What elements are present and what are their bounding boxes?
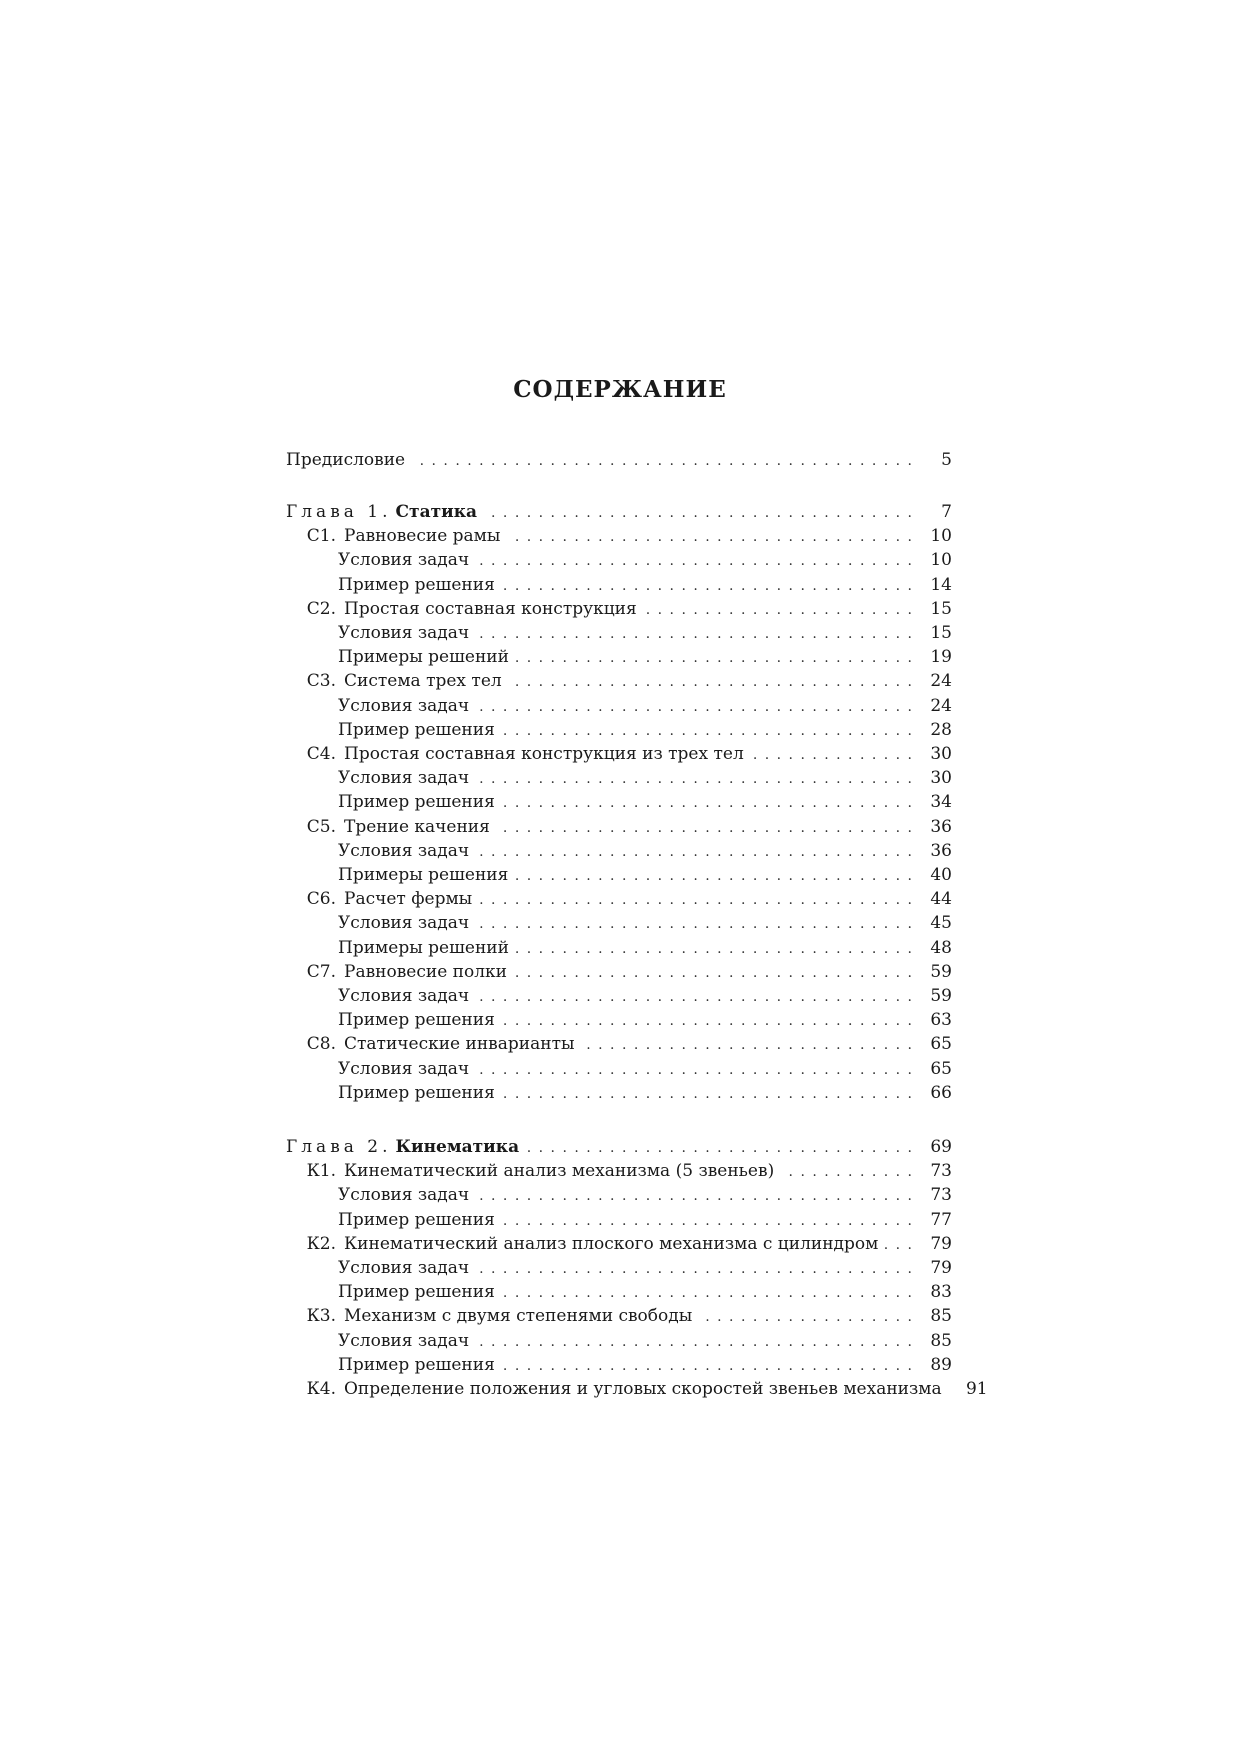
toc-entry — [286, 621, 952, 645]
toc-entry — [286, 839, 952, 863]
dot-leader — [515, 937, 912, 961]
toc-entry-label: Условия задач — [338, 1258, 470, 1278]
page-number: 30 — [930, 744, 952, 764]
page-number: 69 — [930, 1137, 952, 1157]
section-title: Кинематический анализ механизма (5 звеньев) — [344, 1161, 775, 1181]
toc-entry — [286, 1353, 952, 1377]
dot-leader — [643, 598, 912, 622]
toc-entry — [286, 1329, 952, 1353]
toc-entry — [286, 1183, 952, 1207]
toc-entry — [286, 669, 952, 693]
section-title: Расчет фермы — [344, 889, 473, 909]
toc-entry — [286, 1232, 952, 1256]
toc-entry — [286, 936, 952, 960]
toc-entry-label: Пример решения — [338, 1282, 495, 1302]
toc-entry-label: Примеры решений — [338, 647, 509, 667]
toc-entry-label: Условия задач — [338, 550, 470, 570]
toc-entry-label — [286, 597, 643, 621]
dot-leader — [411, 449, 912, 473]
page-number: 40 — [930, 865, 952, 885]
section-code: С1. — [306, 526, 336, 546]
dot-leader — [508, 670, 912, 694]
toc-entry — [286, 742, 952, 766]
page-number: 89 — [930, 1355, 952, 1375]
page-number: 45 — [930, 913, 952, 933]
dot-leader — [501, 1281, 912, 1305]
toc-entry-label: Условия задач — [338, 1185, 470, 1205]
section-code: К2. — [306, 1234, 336, 1254]
section-code: С2. — [306, 599, 336, 619]
toc-entry — [286, 573, 952, 597]
page-number: 48 — [930, 938, 952, 958]
dot-leader — [475, 1184, 912, 1208]
toc-entry-label — [286, 524, 506, 548]
toc-entry-label — [286, 887, 478, 911]
page-number: 14 — [930, 575, 952, 595]
page-number: 91 — [965, 1379, 988, 1399]
section-title: Трение качения — [344, 817, 490, 837]
dot-leader — [501, 574, 912, 598]
toc-entry-label: Условия задач — [338, 1059, 470, 1079]
toc-entry-label: Пример решения — [338, 1010, 495, 1030]
page-title: СОДЕРЖАНИЕ — [513, 376, 727, 403]
page-number: 65 — [930, 1034, 952, 1054]
section-code: С3. — [306, 671, 336, 691]
dot-leader — [698, 1305, 912, 1329]
page-number: 36 — [930, 841, 952, 861]
toc-entry-label — [286, 1032, 581, 1056]
page-number: 10 — [930, 526, 952, 546]
dot-leader — [496, 816, 912, 840]
toc-entry — [286, 1377, 988, 1401]
toc-entry-label: Пример решения — [338, 575, 495, 595]
toc-entry — [286, 1008, 952, 1032]
page-number: 79 — [930, 1258, 952, 1278]
toc-entry — [286, 1032, 952, 1056]
section-title: Равновесие полки — [344, 962, 507, 982]
page-number: 83 — [930, 1282, 952, 1302]
dot-leader — [780, 1160, 912, 1184]
section-title: Определение положения и угловых скоростей звеньев механизма — [344, 1379, 942, 1399]
dot-leader — [501, 1009, 912, 1033]
section-title: Система трех тел — [344, 671, 502, 691]
toc-entry — [286, 1280, 952, 1304]
toc-entry-label: Предисловие — [286, 450, 406, 470]
dot-leader — [750, 743, 912, 767]
toc-entry — [286, 524, 952, 548]
page-number: 77 — [930, 1210, 952, 1230]
toc-entry — [286, 1208, 952, 1232]
dot-leader — [475, 912, 912, 936]
section-code: К3. — [306, 1306, 336, 1326]
page-number: 10 — [930, 550, 952, 570]
page-number: 85 — [930, 1331, 952, 1351]
toc-entry-label: Пример решения — [338, 792, 495, 812]
dot-leader — [525, 1136, 912, 1160]
page-number: 66 — [930, 1083, 952, 1103]
section-title: Статические инварианты — [344, 1034, 575, 1054]
toc-entry — [286, 645, 952, 669]
dot-leader — [475, 549, 912, 573]
toc-entry-label — [286, 1159, 780, 1183]
toc-entry — [286, 911, 952, 935]
section-title: Механизм с двумя степенями свободы — [344, 1306, 693, 1326]
toc-entry-label: Примеры решения — [338, 865, 509, 885]
toc-entry — [286, 863, 952, 887]
toc-entry — [286, 694, 952, 718]
toc-entry — [286, 984, 952, 1008]
page-number: 34 — [930, 792, 952, 812]
section-code: К4. — [306, 1379, 336, 1399]
toc-entry — [286, 1256, 952, 1280]
toc-entry-label — [286, 669, 508, 693]
toc-entry — [286, 1304, 952, 1328]
page-number: 19 — [930, 647, 952, 667]
toc-entry-label: Условия задач — [338, 841, 470, 861]
section-code: К1. — [306, 1161, 336, 1181]
toc-entry — [286, 815, 952, 839]
toc-entry-label — [286, 742, 750, 766]
toc-entry-label — [286, 500, 483, 524]
page-number: 24 — [930, 696, 952, 716]
toc-entry-label: Условия задач — [338, 623, 470, 643]
chapter-title: Кинематика — [395, 1137, 520, 1157]
dot-leader — [501, 719, 912, 743]
dot-leader — [506, 525, 912, 549]
toc-entry — [286, 1057, 952, 1081]
page-number: 28 — [930, 720, 952, 740]
page-number: 30 — [930, 768, 952, 788]
dot-leader — [501, 1082, 912, 1106]
section-code: С7. — [306, 962, 336, 982]
page-number: 44 — [930, 889, 952, 909]
dot-leader — [475, 622, 912, 646]
toc-entry — [286, 1081, 952, 1105]
toc-entry-label — [286, 815, 496, 839]
section-title: Равновесие рамы — [344, 526, 501, 546]
dot-leader — [475, 695, 912, 719]
toc-entry-label: Условия задач — [338, 696, 470, 716]
toc-entry — [286, 548, 952, 572]
section-title: Простая составная конструкция из трех тел — [344, 744, 744, 764]
page-number: 24 — [930, 671, 952, 691]
dot-leader — [884, 1233, 912, 1257]
page-number: 59 — [930, 962, 952, 982]
toc-entry — [286, 448, 952, 472]
chapter-prefix: Глава 2. — [286, 1137, 392, 1157]
dot-leader — [501, 791, 912, 815]
toc-entry-label: Условия задач — [338, 768, 470, 788]
section-code: С6. — [306, 889, 336, 909]
chapter-prefix: Глава 1. — [286, 502, 392, 522]
toc-entry — [286, 960, 952, 984]
dot-leader — [514, 864, 912, 888]
toc-entry-label: Условия задач — [338, 986, 470, 1006]
page-number: 73 — [930, 1185, 952, 1205]
toc-entry-label: Пример решения — [338, 1210, 495, 1230]
dot-leader — [475, 767, 912, 791]
toc-entry-label: Примеры решений — [338, 938, 509, 958]
section-code: С8. — [306, 1034, 336, 1054]
toc-entry-label: Условия задач — [338, 1331, 470, 1351]
dot-leader — [515, 646, 912, 670]
dot-leader — [478, 888, 912, 912]
page-number: 65 — [930, 1059, 952, 1079]
toc-entry-label — [286, 1135, 525, 1159]
dot-leader — [483, 501, 912, 525]
toc-entry-label — [286, 1377, 948, 1401]
section-code: С5. — [306, 817, 336, 837]
dot-leader — [581, 1033, 912, 1057]
chapter-title: Статика — [395, 502, 478, 522]
toc-entry-label — [286, 1232, 884, 1256]
page-number: 7 — [941, 502, 952, 522]
page-number: 85 — [930, 1306, 952, 1326]
dot-leader — [501, 1209, 912, 1233]
toc-entry — [286, 790, 952, 814]
page-number: 79 — [930, 1234, 952, 1254]
toc-entry-label — [286, 960, 513, 984]
toc-entry-label — [286, 1304, 698, 1328]
page-number: 5 — [941, 450, 952, 470]
toc-entry — [286, 718, 952, 742]
page-number: 59 — [930, 986, 952, 1006]
toc-entry — [286, 1135, 952, 1159]
toc-entry-label: Пример решения — [338, 1355, 495, 1375]
section-title: Кинематический анализ плоского механизма с цилиндром — [344, 1234, 879, 1254]
section-code: С4. — [306, 744, 336, 764]
toc-entry — [286, 887, 952, 911]
toc-entry-label: Условия задач — [338, 913, 470, 933]
dot-leader — [475, 840, 912, 864]
page-number: 63 — [930, 1010, 952, 1030]
toc-entry-label: Пример решения — [338, 1083, 495, 1103]
toc-entry — [286, 1159, 952, 1183]
toc-entry — [286, 597, 952, 621]
page-number: 36 — [930, 817, 952, 837]
dot-leader — [513, 961, 912, 985]
page-number: 15 — [930, 599, 952, 619]
section-title: Простая составная конструкция — [344, 599, 637, 619]
toc-entry-label: Пример решения — [338, 720, 495, 740]
toc-entry — [286, 500, 952, 524]
toc-entry — [286, 766, 952, 790]
dot-leader — [475, 1330, 912, 1354]
page-number: 73 — [930, 1161, 952, 1181]
dot-leader — [475, 985, 912, 1009]
page-number: 15 — [930, 623, 952, 643]
dot-leader — [475, 1058, 912, 1082]
dot-leader — [475, 1257, 912, 1281]
dot-leader — [501, 1354, 912, 1378]
